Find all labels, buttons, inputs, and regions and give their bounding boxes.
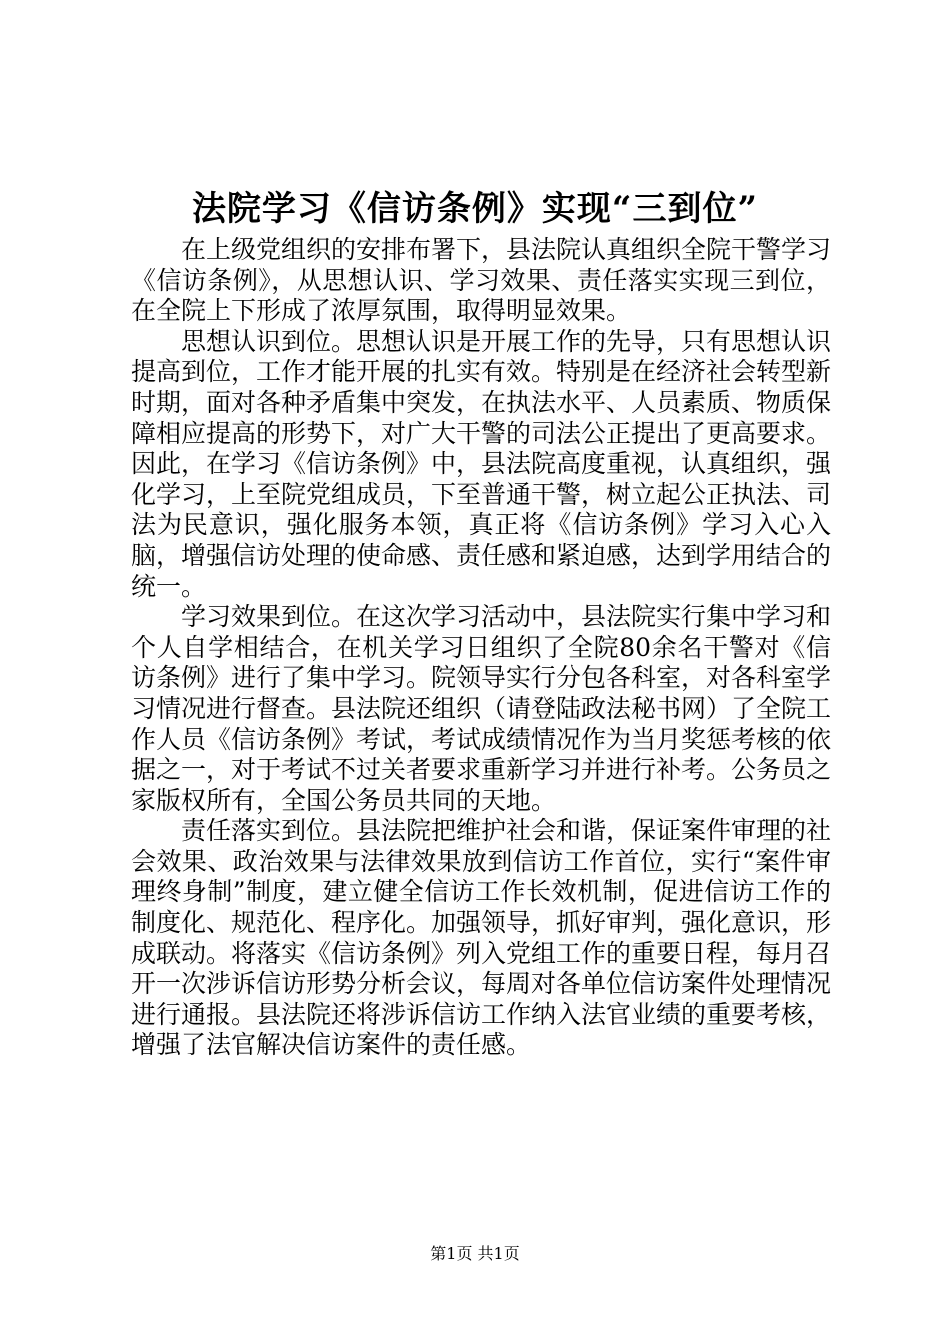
intro-paragraph: 在上级党组织的安排布署下，县法院认真组织全院干警学习《信访条例》，从思想认识、学习效果、责任落实实现三到位，在全院上下形成了浓厚氛围，取得明显效果。 <box>131 235 832 326</box>
document-title: 法院学习《信访条例》实现“三到位” <box>191 189 759 229</box>
thinking-paragraph: 思想认识到位。思想认识是开展工作的先导，只有思想认识提高到位，工作才能开展的扎实有效。特别是在经济社会转型新时期，面对各种矛盾集中突发，在执法水平、人员素质、物质保障相应提高的形势下，对广大干警的司法公正提出了更高要求。因此，在学习《信访条例》中，县法院高度重视，认真组织，强化学习，上至院党组成员，下至普通干警，树立起公正执法、司法为民意识，强化服务本领，真正将《信访条例》学习入心入脑，增强信访处理的使命感、责任感和紧迫感，达到学用结合的统一。 <box>131 326 832 601</box>
responsibility-paragraph: 责任落实到位。县法院把维护社会和谐，保证案件审理的社会效果、政治效果与法律效果放到信访工作首位，实行“案件审理终身制”制度，建立健全信访工作长效机制，促进信访工作的制度化、规范化、程序化。加强领导，抓好审判，强化意识，形成联动。将落实《信访条例》列入党组工作的重要日程，每月召开一次涉诉信访形势分析会议，每周对各单位信访案件处理情况进行通报。县法院还将涉诉信访工作纳入法官业绩的重要考核，增强了法官解决信访案件的责任感。 <box>131 816 832 1060</box>
document-body <box>131 235 831 1061</box>
page-footer: 第1页 共1页 <box>430 1244 520 1263</box>
study-effect-paragraph: 学习效果到位。在这次学习活动中，县法院实行集中学习和个人自学相结合，在机关学习日组织了全院80余名干警对《信访条例》进行了集中学习。院领导实行分包各科室，对各科室学习情况进行督查。县法院还组织（请登陆政法秘书网）了全院工作人员《信访条例》考试，考试成绩情况作为当月奖惩考核的依据之一，对于考试不过关者要求重新学习并进行补考。公务员之家版权所有，全国公务员共同的天地。 <box>131 602 832 815</box>
